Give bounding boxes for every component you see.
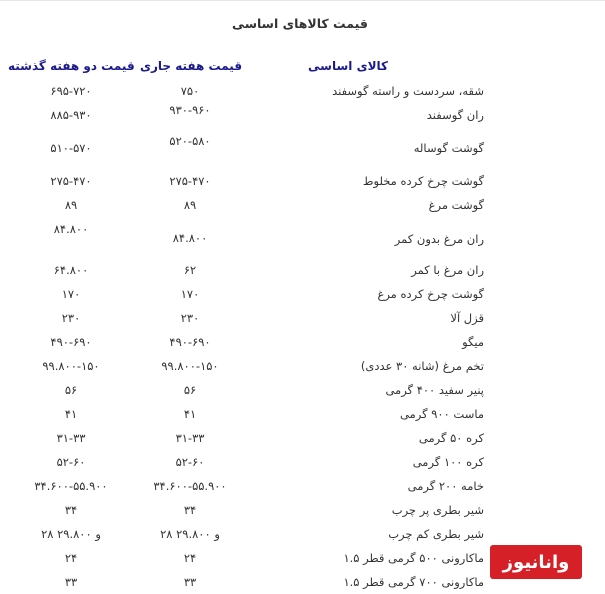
row-item-name: ران مرغ با کمر [411,263,484,277]
row-previous-price: ۸۹ [64,198,78,212]
row-previous-price: ۳۴ [64,503,78,517]
row-current-price: ۹۹.۸۰۰-۱۵۰ [161,359,219,373]
row-item-name: گوشت مرغ [428,198,484,212]
row-current-price: ۷۵۰ [180,84,200,98]
row-item-name: گوشت چرخ کرده مخلوط [362,174,484,188]
row-item-name: شقه، سردست و راسته گوسفند [332,84,484,98]
row-item-name: ران گوسفند [426,108,484,122]
row-previous-price: ۹۹.۸۰۰-۱۵۰ [42,359,100,373]
row-item-name: کره ۱۰۰ گرمی [412,455,484,469]
row-current-price: ۲۷۵-۴۷۰ [169,174,211,188]
row-current-price: ۳۴.۶۰۰-۵۵.۹۰۰ [153,479,227,493]
row-previous-price: ۲۴ [64,551,78,565]
row-current-price: ۶۲ [183,263,197,277]
row-item-name: ران مرغ بدون کمر [394,232,484,246]
row-previous-price: ۱۷۰ [61,287,81,301]
row-current-price: ۵۲-۶۰ [175,455,205,469]
row-item-name: گوشت چرخ کرده مرغ [377,287,484,301]
row-previous-price: ۳۱-۳۳ [56,431,86,445]
column-header-item: کالای اساسی [308,59,388,73]
row-previous-price: ۳۳ [64,575,78,589]
row-current-price: ۳۱-۳۳ [175,431,205,445]
row-current-price: ۲۸ و ۲۹.۸۰۰ [160,527,220,541]
row-item-name: میگو [462,335,484,349]
row-item-name: پنیر سفید ۴۰۰ گرمی [385,383,484,397]
row-item-name: خامه ۲۰۰ گرمی [407,479,484,493]
row-previous-price: ۵۶ [64,383,78,397]
row-item-name: تخم مرغ (شانه ۳۰ عددی) [360,359,484,373]
row-current-price: ۹۳۰-۹۶۰ [169,103,211,117]
row-previous-price: ۲۸ و ۲۹.۸۰۰ [41,527,101,541]
row-item-name: شیر بطری کم چرب [388,527,484,541]
row-current-price: ۸۴.۸۰۰ [172,231,208,245]
row-current-price: ۵۲۰-۵۸۰ [169,134,211,148]
row-current-price: ۳۳ [183,575,197,589]
row-current-price: ۲۳۰ [180,311,200,325]
row-previous-price: ۸۸۵-۹۳۰ [50,108,92,122]
column-header-current-price: قیمت هفته جاری [140,59,243,73]
row-previous-price: ۲۷۵-۴۷۰ [50,174,92,188]
row-previous-price: ۶۴.۸۰۰ [53,263,89,277]
row-previous-price: ۴۹۰-۶۹۰ [50,335,92,349]
site-logo-text: وانانیوز [502,551,570,573]
row-current-price: ۲۴ [183,551,197,565]
row-item-name: گوشت گوساله [413,141,484,155]
row-current-price: ۳۴ [183,503,197,517]
row-previous-price: ۵۲-۶۰ [56,455,86,469]
row-item-name: قزل آلا [450,311,484,325]
row-item-name: کره ۵۰ گرمی [418,431,484,445]
row-item-name: ماست ۹۰۰ گرمی [399,407,484,421]
row-current-price: ۴۱ [183,407,197,421]
row-previous-price: ۵۱۰-۵۷۰ [50,141,92,155]
row-item-name: شیر بطری پر چرب [391,503,484,517]
site-logo [490,545,582,579]
row-item-name: ماکارونی ۷۰۰ گرمی قطر ۱.۵ [343,575,484,589]
row-previous-price: ۲۳۰ [61,311,81,325]
row-current-price: ۴۹۰-۶۹۰ [169,335,211,349]
row-previous-price: ۳۴.۶۰۰-۵۵.۹۰۰ [34,479,108,493]
row-previous-price: ۴۱ [64,407,78,421]
row-previous-price: ۸۴.۸۰۰ [53,222,89,236]
column-header-previous-price: قیمت دو هفته گذشته [8,59,135,73]
row-previous-price: ۶۹۵-۷۲۰ [50,84,92,98]
row-item-name: ماکارونی ۵۰۰ گرمی قطر ۱.۵ [343,551,484,565]
row-current-price: ۵۶ [183,383,197,397]
table-title: قیمت کالاهای اساسی [232,16,368,31]
row-current-price: ۸۹ [183,198,197,212]
row-current-price: ۱۷۰ [180,287,200,301]
